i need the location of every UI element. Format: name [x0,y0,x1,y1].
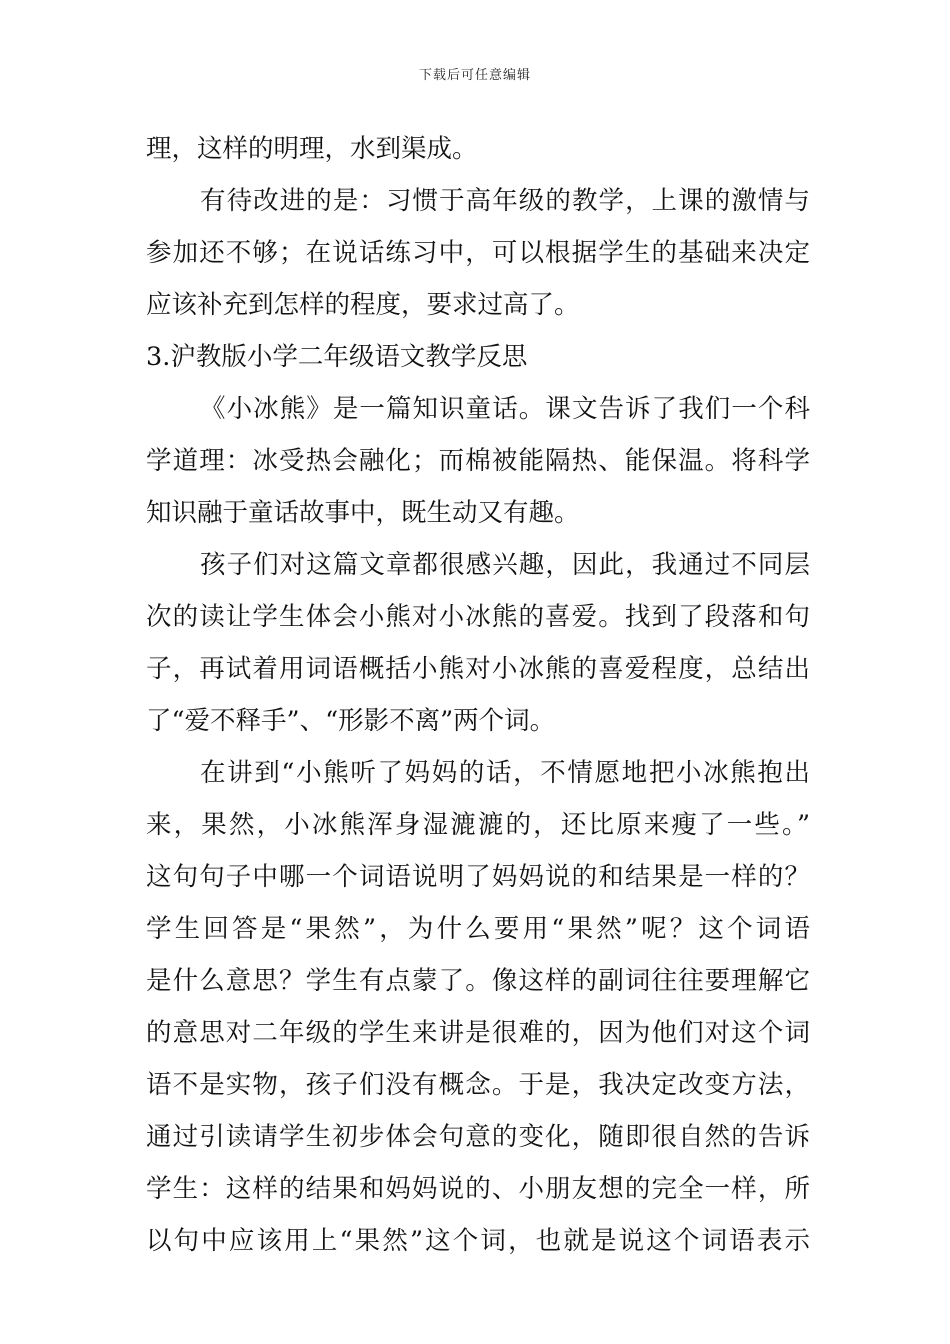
text-line: 学生：这样的结果和妈妈说的、小朋友想的完全一样，所 [146,1174,810,1204]
text-line: 次的读让学生体会小熊对小冰熊的喜爱。找到了段落和句 [146,602,810,632]
text-line: 知识融于童话故事中，既生动又有趣。 [146,498,580,528]
text-line: 这句句子中哪一个词语说明了妈妈说的和结果是一样的？ [146,862,810,892]
paragraph-first-line: 孩子们对这篇文章都很感兴趣，因此，我通过不同层 [200,550,810,580]
text-line: 参加还不够；在说话练习中，可以根据学生的基础来决定 [146,238,810,268]
text-line: 通过引读请学生初步体会句意的变化，随即很自然的告诉 [146,1122,810,1152]
text-line: 语不是实物，孩子们没有概念。于是，我决定改变方法， [146,1070,810,1100]
paragraph-first-line: 在讲到“小熊听了妈妈的话，不情愿地把小冰熊抱出 [200,758,810,788]
section-heading: 3.沪教版小学二年级语文教学反思 [146,342,528,372]
text-line: 理，这样的明理，水到渠成。 [146,134,478,164]
text-line: 以句中应该用上“果然”这个词，也就是说这个词语表示 [146,1226,810,1256]
text-line: 是什么意思？学生有点蒙了。像这样的副词往往要理解它 [146,966,810,996]
paragraph-first-line: 有待改进的是：习惯于高年级的教学，上课的激情与 [200,186,810,216]
paragraph-first-line: 《小冰熊》是一篇知识童话。课文告诉了我们一个科 [200,394,810,424]
text-line: 的意思对二年级的学生来讲是很难的，因为他们对这个词 [146,1018,810,1048]
text-line: 了“爱不释手”、“形影不离”两个词。 [146,706,556,736]
document-body [146,123,810,1267]
page-header: 下载后可任意编辑 [418,68,531,83]
text-line: 应该补充到怎样的程度，要求过高了。 [146,290,580,320]
text-line: 学道理：冰受热会融化；而棉被能隔热、能保温。将科学 [146,446,810,476]
text-line: 学生回答是“果然”，为什么要用“果然”呢？这个词语 [146,914,810,944]
text-line: 子，再试着用词语概括小熊对小冰熊的喜爱程度，总结出 [146,654,810,684]
text-line: 来，果然，小冰熊浑身湿漉漉的，还比原来瘦了一些。” [146,810,810,840]
